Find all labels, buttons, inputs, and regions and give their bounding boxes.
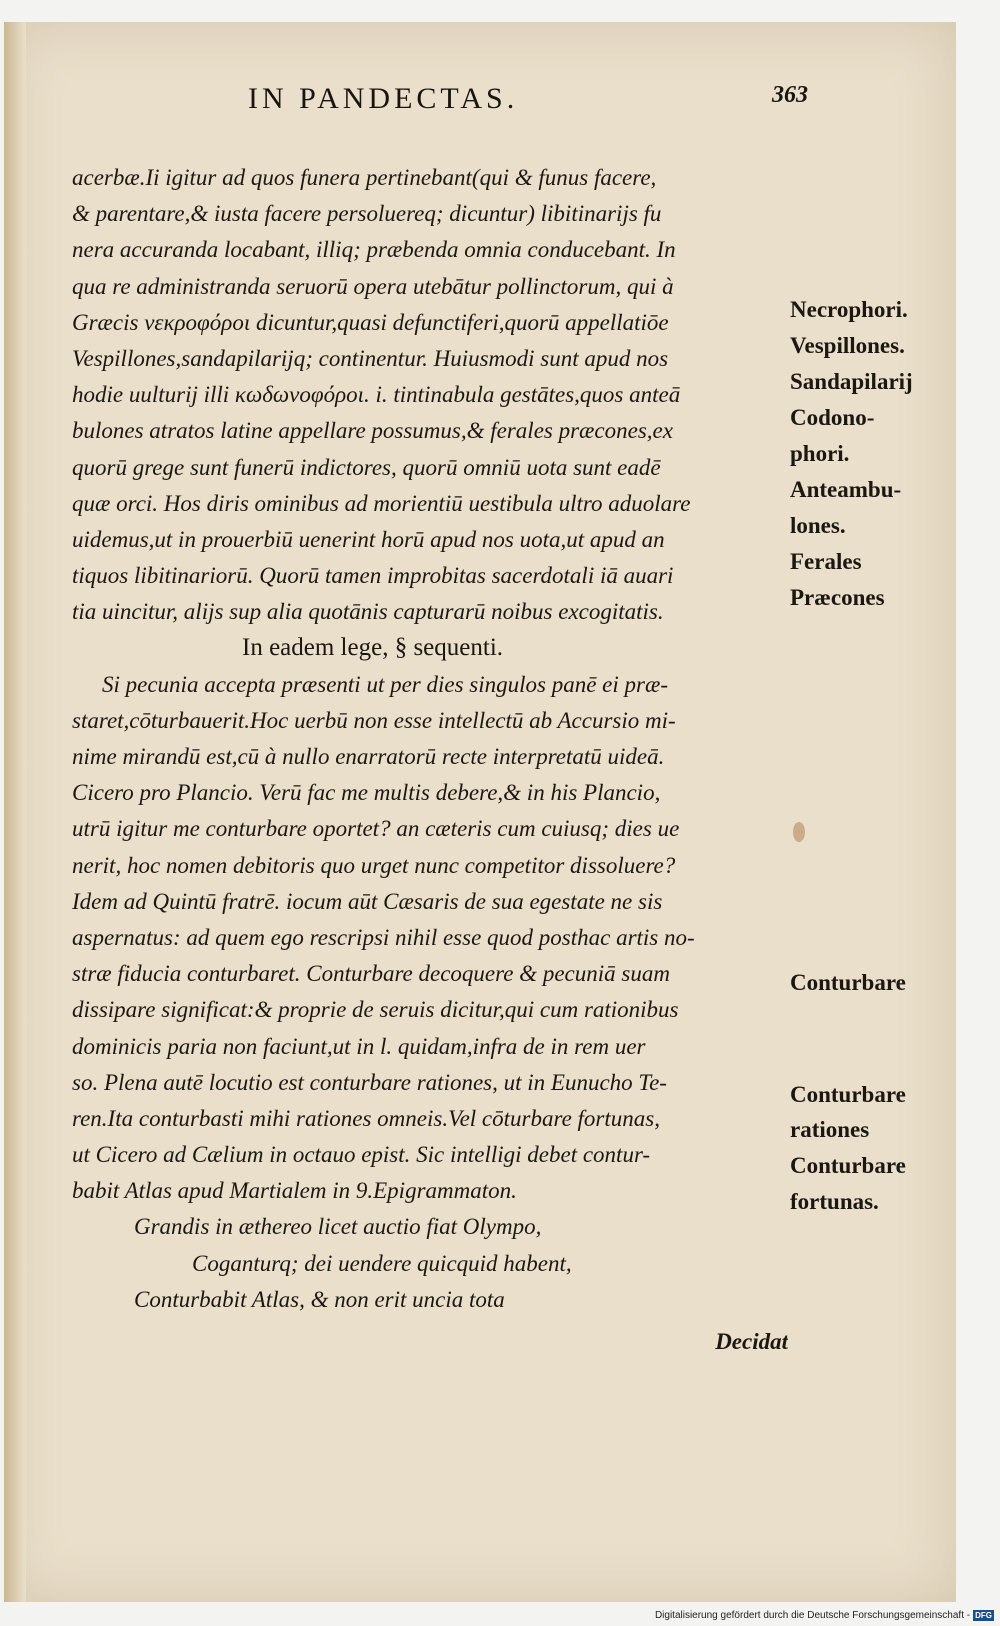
margin-notes xyxy=(790,0,950,1626)
text-line: quorū grege sunt funerū indictores, quorū omniū uota sunt eadē xyxy=(72,454,661,480)
text-line: tia uincitur, alijs sup alia quotānis capturarū noibus excogitatis. xyxy=(72,599,664,625)
margin-note: Conturbare xyxy=(790,1082,906,1107)
margin-note: Ferales xyxy=(790,549,862,574)
text-line: acerbæ.Ii igitur ad quos funera pertinebant(qui & funus facere, xyxy=(72,165,657,190)
margin-note: Conturbare xyxy=(790,1153,906,1178)
text-line: aspernatus: ad quem ego rescripsi nihil esse quod posthac artis no- xyxy=(72,924,695,950)
text-line: hodie uulturij illi κωδωνοφόροι. i. tintinabula gestātes,quos anteā xyxy=(72,382,681,408)
margin-note: Præcones xyxy=(790,585,885,610)
text-line: staret,cōturbauerit.Hoc uerbū non esse intellectū ab Accursio mi- xyxy=(72,707,676,733)
text-line: Idem ad Quintū fratrē. iocum aūt Cæsaris de sua egestate ne sis xyxy=(72,888,663,914)
text-line: so. Plena autē locutio est conturbare rationes, ut in Eunucho Te- xyxy=(72,1069,667,1095)
margin-note: fortunas. xyxy=(790,1189,879,1214)
text-line: nera accuranda locabant, illiq; præbenda omnia conducebant. In xyxy=(72,237,676,263)
margin-note: Vespillones. xyxy=(790,333,905,358)
main-text xyxy=(72,160,788,1360)
text-line: tiquos libitinariorū. Quorū tamen improbitas sacerdotali iā auari xyxy=(72,563,674,589)
margin-note: rationes xyxy=(790,1117,870,1142)
dfg-logo: DFG xyxy=(975,1610,992,1620)
digitization-credit xyxy=(655,1608,994,1622)
text-line: bulones atratos latine appellare possumus,& ferales præcones,ex xyxy=(72,418,673,444)
margin-note: lones. xyxy=(790,513,846,538)
margin-note: Sandapilarij xyxy=(790,369,913,394)
text-line: stræ fiducia conturbaret. Conturbare decoquere & pecuniā suam xyxy=(72,961,670,987)
text-line: qua re administranda seruorū opera utebātur pollinctorum, qui à xyxy=(72,273,674,299)
text-line: dissipare significat:& proprie de seruis dicitur,qui cum rationibus xyxy=(72,997,679,1023)
credit-text: Digitalisierung gefördert durch die Deutsche Forschungsgemeinschaft - xyxy=(654,1609,971,1621)
margin-note: Codono- xyxy=(790,405,875,430)
text-line: quæ orci. Hos diris ominibus ad morientiū uestibula ultro aduolare xyxy=(72,490,691,516)
catchword: Decidat xyxy=(715,1329,788,1354)
text-line: Græcis νεκροφόροι dicuntur,quasi defunctiferi,quorū appellatiōe xyxy=(72,309,669,335)
text-line: nime mirandū est,cū à nullo enarratorū recte interpretatū uideā. xyxy=(72,744,665,769)
verse-line: Conturbabit Atlas, & non erit uncia tota xyxy=(134,1286,505,1312)
text-line: ren.Ita conturbasti mihi rationes omneis.Vel cōturbare fortunas, xyxy=(72,1105,660,1131)
ink-stain xyxy=(793,822,805,842)
page-gutter xyxy=(4,22,26,1602)
text-line: ut Cicero ad Cælium in octauo epist. Sic intelligi debet contur- xyxy=(72,1142,651,1168)
text-line: Cicero pro Plancio. Verū fac me multis debere,& in his Plancio, xyxy=(72,780,661,806)
text-line: Vespillones,sandapilarijq; continentur. Huiusmodi sunt apud nos xyxy=(72,345,669,371)
verse-line: Coganturq; dei uendere quicquid habent, xyxy=(192,1250,572,1276)
margin-note: Necrophori. xyxy=(790,297,908,322)
text-line: & parentare,& iusta facere persoluereq; dicuntur) libitinarijs fu xyxy=(72,201,662,227)
running-head: IN PANDECTAS. xyxy=(248,82,519,115)
page-header xyxy=(248,82,808,128)
margin-note: Conturbare xyxy=(790,970,906,995)
text-line: Si pecunia accepta præsenti ut per dies singulos panē ei præ- xyxy=(102,671,668,697)
section-heading: In eadem lege, § sequenti. xyxy=(242,634,504,662)
text-line: nerit, hoc nomen debitoris quo urget nunc competitor dissoluere? xyxy=(72,852,676,878)
text-line: uidemus,ut in prouerbiū uenerint horū apud nos uota,ut apud an xyxy=(72,526,665,552)
text-line: utrū igitur me conturbare oportet? an cæteris cum cuiusq; dies ue xyxy=(72,816,680,842)
verse-line: Grandis in æthereo licet auctio fiat Olympo, xyxy=(134,1214,542,1240)
margin-note: phori. xyxy=(790,441,850,466)
text-line: babit Atlas apud Martialem in 9.Epigrammaton. xyxy=(72,1178,517,1204)
page-number: 363 xyxy=(772,82,808,108)
margin-note: Anteambu- xyxy=(790,477,902,502)
text-line: dominicis paria non faciunt,ut in l. quidam,infra de in rem uer xyxy=(72,1033,646,1059)
